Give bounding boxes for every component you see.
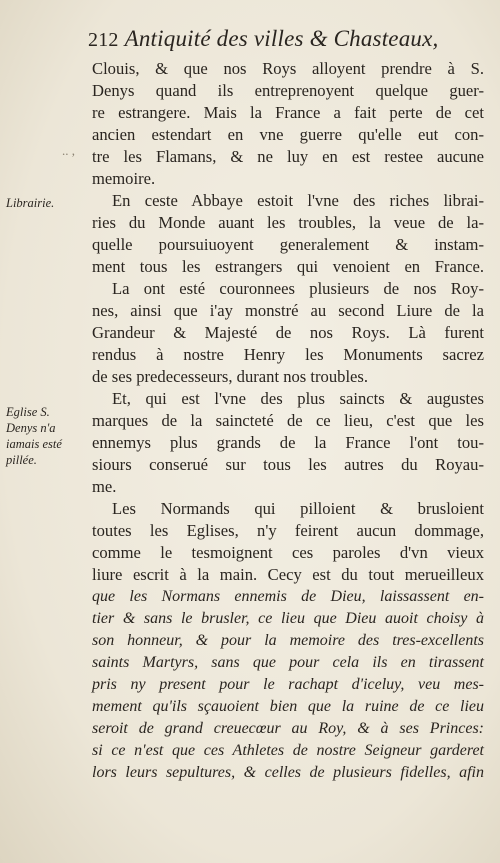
text-line: memoire. [92, 169, 156, 188]
running-header [88, 26, 488, 56]
text-line: nes, ainsi que i'ay monstré au second Liure de la [92, 301, 484, 320]
text-line: La ont esté couronnees plusieurs de nos Roy- [112, 279, 484, 298]
margin-note-librairie: Librairie. [6, 196, 55, 210]
text-line: Les Normands qui pilloient & brusloient [112, 499, 484, 518]
text-line: ennemys plus grands de la France l'ont tou- [92, 433, 484, 452]
text-line: marques de la saincteté de ce lieu, c'est que les [92, 411, 484, 430]
text-line: re estrangere. Mais la France a fait perte de cet [92, 103, 484, 122]
text-line: comme le tesmoignent ces paroles d'vn vieux [92, 543, 484, 562]
margin-note-denys: Denys n'a [6, 421, 56, 435]
text-line: Clouis, & que nos Roys alloyent prendre à S. [92, 59, 484, 78]
stray-mark: .. , [62, 143, 75, 158]
text-line: quelle poursuiuoyent generalement & instam- [92, 235, 484, 254]
running-title: Antiquité des villes & Chasteaux, [124, 26, 439, 51]
margin-note-iamais: iamais esté [6, 437, 62, 451]
text-line: siours conserué sur tous les autres du Royau- [92, 455, 484, 474]
text-line: En ceste Abbaye estoit l'vne des riches librai- [112, 191, 484, 210]
text-line: me. [92, 477, 117, 496]
text-line: lors leurs sepultures, & celles de plusieurs fidelles, afin [92, 764, 484, 781]
text-line: toutes les Eglises, n'y feirent aucun dommage, [92, 521, 484, 540]
text-line: mement qu'ils sçauoient bien que la ruine de ce lieu [92, 698, 484, 715]
text-line: ment tous les estrangers qui venoient en France. [92, 257, 484, 276]
text-line: pris ny present pour le rachapt d'iceluy, veu mes- [92, 676, 484, 693]
text-line: de ses predecesseurs, durant nos troubles. [92, 367, 369, 386]
margin-note-eglise: Eglise S. [6, 405, 50, 419]
text-line: Et, qui est l'vne des plus saincts & augustes [112, 389, 484, 408]
text-line: ries du Monde auant les troubles, la veue de la- [92, 213, 484, 232]
margin-note-pillee: pillée. [6, 453, 37, 467]
page-number: 212 [88, 29, 119, 51]
text-line: si ce n'est que ces Athletes de nostre Seigneur garderet [92, 742, 484, 759]
text-line: rendus à nostre Henry les Monuments sacrez [92, 345, 484, 364]
text-line: tier & sans le brusler, ce lieu que Dieu auoit choisy à [92, 610, 484, 627]
text-line: ancien estendart en vne guerre qu'elle eut con- [92, 125, 484, 144]
text-line: Grandeur & Majesté de nos Roys. Là furent [92, 323, 484, 342]
text-line: tre les Flamans, & ne luy en est restee aucune [92, 147, 484, 166]
text-line: saints Martyrs, sans que pour cela ils en tirassent [92, 654, 484, 671]
text-line: Denys quand ils entreprenoyent quelque guer- [92, 81, 484, 100]
text-line: que les Normans ennemis de Dieu, laissassent en- [92, 588, 484, 605]
text-line: son honneur, & pour la memoire des tres-excellents [92, 632, 484, 649]
text-line: liure escrit à la main. Cecy est du tout merueilleux [92, 565, 484, 584]
text-line: seroit de grand creuecœur au Roy, & à ses Princes: [92, 720, 484, 737]
